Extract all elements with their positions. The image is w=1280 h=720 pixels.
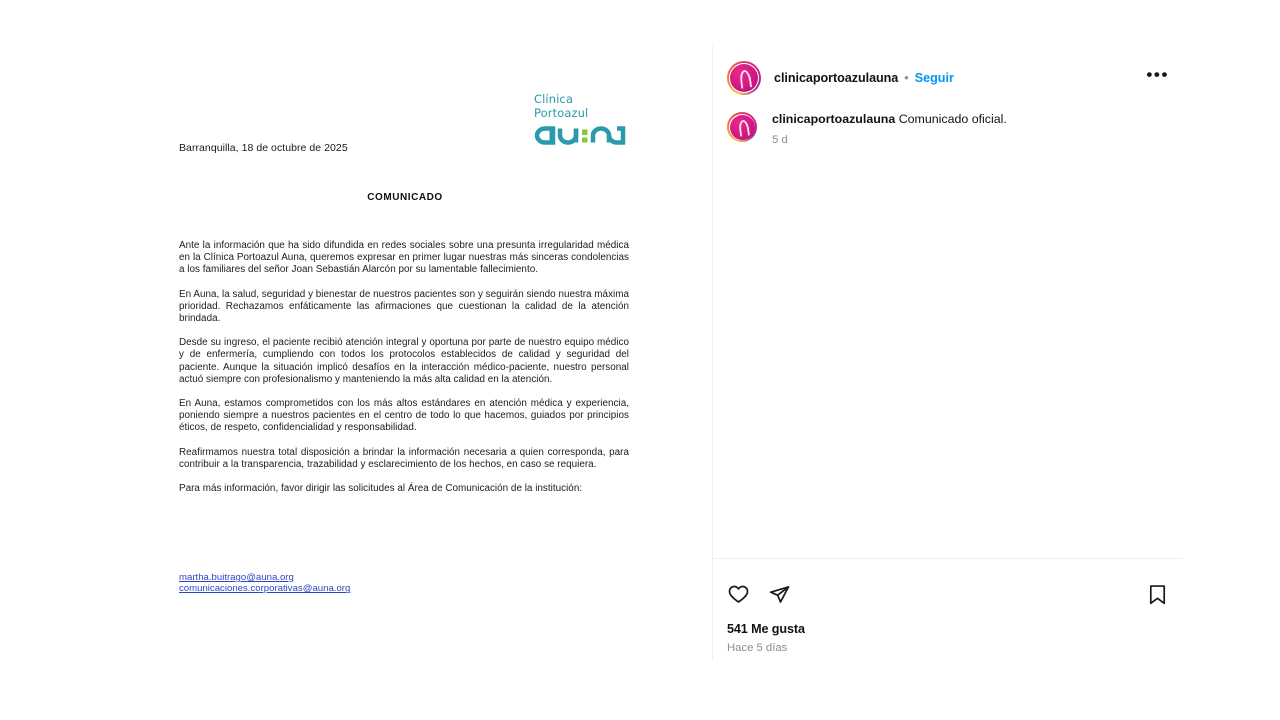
instagram-post-card [712, 46, 1183, 660]
caption-avatar[interactable] [727, 112, 757, 142]
post-action-bar [713, 573, 1183, 615]
communique-sheet [170, 60, 640, 660]
caption-avatar-image [730, 115, 755, 140]
like-count[interactable]: 541 Me gusta [727, 622, 805, 636]
logo-line-clinica: Clínica [534, 92, 573, 106]
post-timestamp: Hace 5 días [727, 642, 788, 654]
caption-avatar-inner [729, 114, 756, 141]
document-title: COMUNICADO [367, 192, 443, 203]
document-body [179, 240, 629, 507]
more-options-icon[interactable]: ••• [1146, 65, 1169, 84]
follow-button[interactable]: Seguir [914, 71, 954, 85]
document-date: Barranquilla, 18 de octubre de 2025 [179, 142, 348, 154]
avatar[interactable] [727, 61, 761, 95]
avatar-inner [729, 63, 759, 93]
caption-username[interactable]: clinicaportoazulauna [772, 112, 896, 126]
actions-divider [713, 558, 1183, 559]
caption-timestamp: 5 d [772, 134, 788, 146]
paragraph-3: Desde su ingreso, el paciente recibió atención integral y oportuna por parte de nuestro equipo médico y de enfermería, cumpliendo con todos los protocolos establecidos de calidad y seguridad del paciente. Aunque la situación implicó desafíos en la interacción médico-paciente, nuestro personal actuó siempre con profesionalismo y manteniendo la más alta calidad en la atención. [179, 337, 629, 385]
paragraph-5: Reafirmamos nuestra total disposición a brindar la información necesaria a quien corresponda, para contribuir a la transparencia, trazabilidad y esclarecimiento de los hechos, en caso se requiera. [179, 446, 629, 470]
header-username[interactable]: clinicaportoazulauna [774, 71, 899, 85]
header-separator: • [904, 71, 909, 85]
email-link-comunicaciones[interactable]: comunicaciones.corporativas@auna.org [179, 583, 351, 595]
clinica-portoazul-auna-logo [534, 93, 640, 154]
paper-plane-icon[interactable] [768, 583, 791, 606]
auna-wordmark-icon [534, 122, 626, 149]
paragraph-4: En Auna, estamos comprometidos con los más altos estándares en atención médica y experiencia, poniendo siempre a nuestros pacientes en el centro de todo lo que hacemos, guiados por principios éticos, de respeto, confidencialidad y responsabilidad. [179, 398, 629, 434]
paragraph-1: Ante la información que ha sido difundida en redes sociales sobre una presunta irregularidad médica en la Clínica Portoazul Auna, queremos expresar en primer lugar nuestras más sinceras condolencias a los familiares del señor Joan Sebastián Alarcón por su lamentable fallecimiento. [179, 240, 629, 276]
paragraph-6: Para más información, favor dirigir las solicitudes al Área de Comunicación de la institución: [179, 483, 583, 495]
caption-text: Comunicado oficial. [898, 112, 1007, 126]
post-caption-row [713, 110, 1183, 146]
bookmark-icon[interactable] [1146, 583, 1169, 606]
logo-line-portoazul: Portoazul [534, 105, 589, 120]
heart-icon[interactable] [727, 583, 750, 606]
post-header [713, 46, 1183, 110]
paragraph-2: En Auna, la salud, seguridad y bienestar de nuestros pacientes son y seguirán siendo nuestra máxima prioridad. Rechazamos enfáticamente las afirmaciones que cuestionan la calidad de la atención brindada. [179, 288, 629, 325]
instagram-pane [712, 0, 1280, 720]
caption-text-wrap [772, 110, 1007, 146]
avatar-image [730, 64, 758, 92]
email-link-martha[interactable]: martha.buitrago@auna.org [179, 572, 294, 583]
caption-line [772, 111, 1007, 127]
contact-email-list [179, 572, 350, 595]
